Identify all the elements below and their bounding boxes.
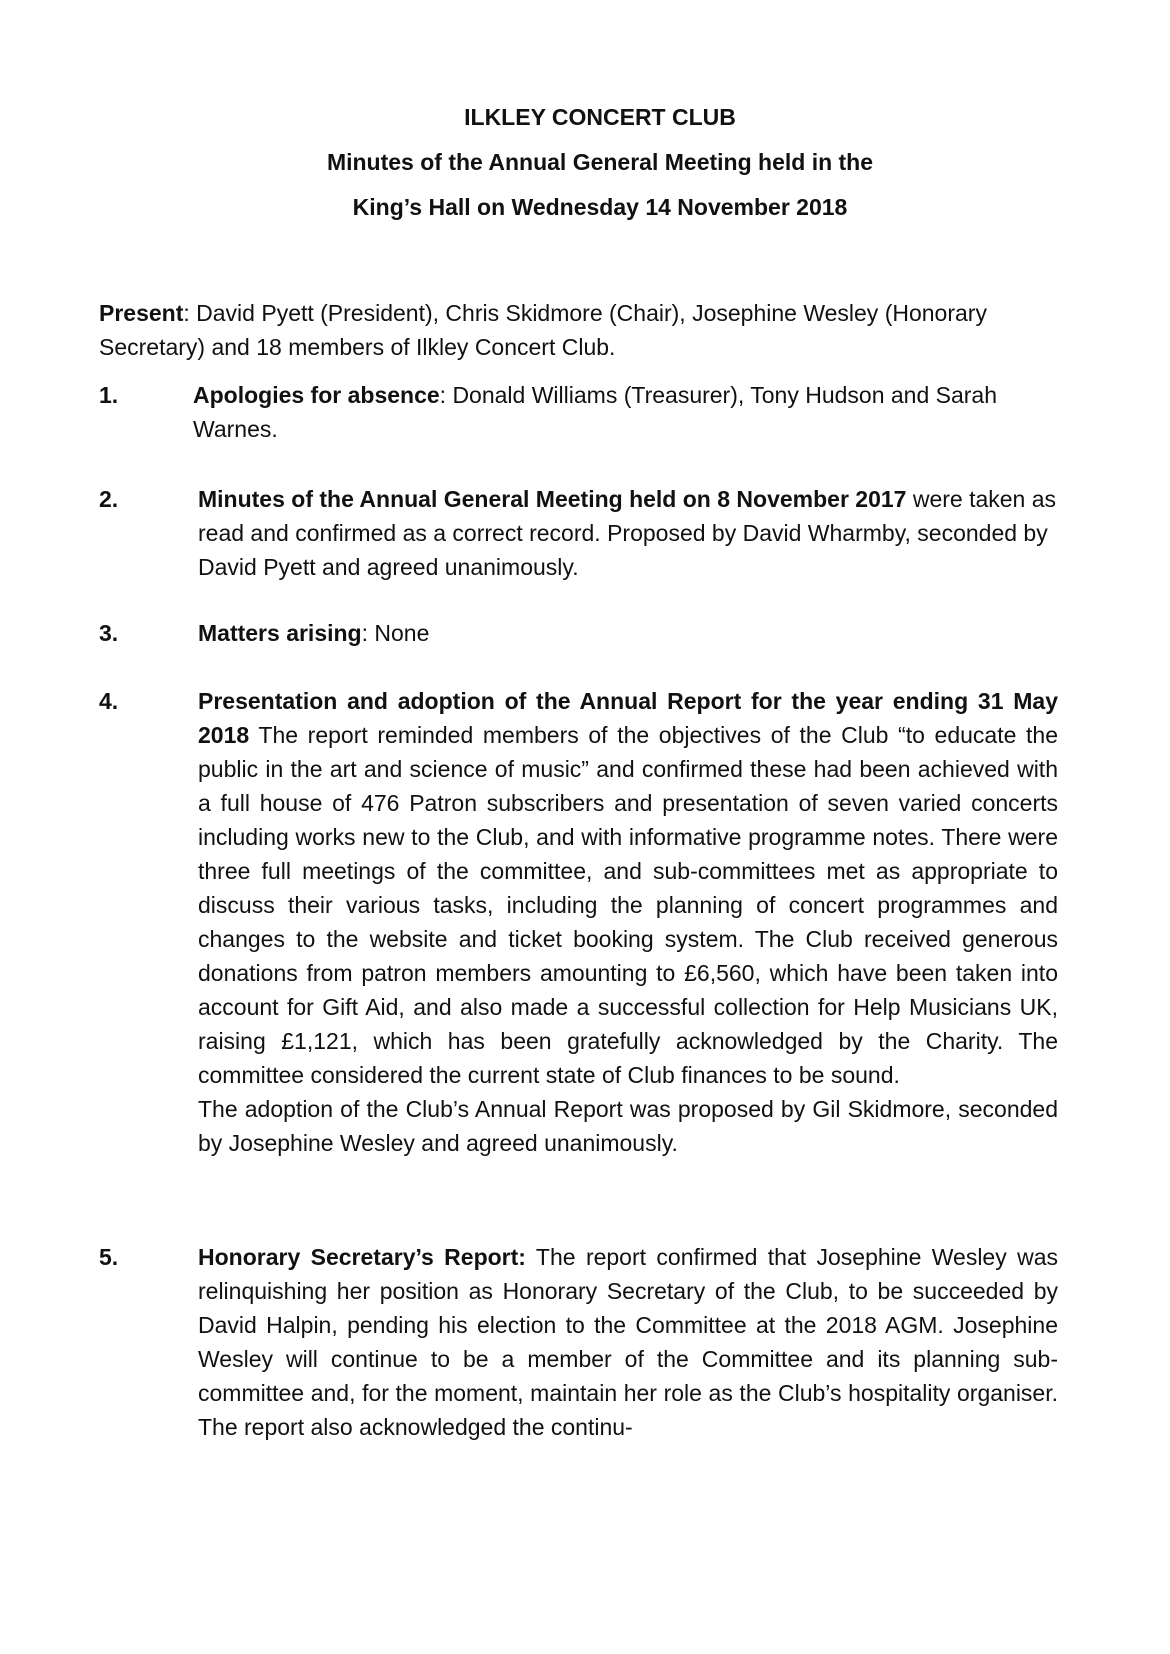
item-heading: Apologies for absence	[193, 382, 440, 408]
item-paragraph	[198, 684, 1058, 1092]
item-number: 3.	[99, 620, 119, 646]
organisation-title: ILKLEY CONCERT CLUB	[464, 104, 736, 130]
item-body	[198, 616, 1058, 650]
item-body	[198, 482, 1058, 584]
item-heading: Matters arising	[198, 620, 362, 646]
item-body	[198, 1240, 1058, 1444]
item-number: 4.	[99, 688, 119, 714]
item-heading: Minutes of the Annual General Meeting held on 8 November 2017	[198, 486, 907, 512]
item-number: 5.	[99, 1244, 119, 1270]
item-text: : None	[361, 620, 430, 646]
item-heading: Presentation and adoption of the Annual Report for the year ending 31 May 2018	[198, 688, 1058, 748]
meeting-venue-date: King’s Hall on Wednesday 14 November 2018	[352, 194, 848, 220]
item-text: : Donald Williams (Treasurer), Tony Hudson and Sarah Warnes.	[193, 382, 998, 442]
document-header	[0, 106, 1170, 241]
meeting-title: Minutes of the Annual General Meeting held in the	[326, 149, 874, 175]
item-heading: Honorary Secretary’s Report:	[198, 1244, 526, 1270]
item-paragraph-adoption: The adoption of the Club’s Annual Report was proposed by Gil Skidmore, seconded by Josephine Wesley and agreed unanimously.	[198, 1096, 1058, 1156]
attendance-paragraph	[99, 296, 1079, 364]
item-text: were taken as read and confirmed as a correct record. Proposed by David Wharmby, seconded by David Pyett and agreed unanimously.	[198, 486, 1057, 580]
item-number: 2.	[99, 486, 119, 512]
item-body	[193, 378, 1058, 446]
item-body	[198, 684, 1058, 1160]
item-text: The report confirmed that Josephine Wesley was relinquishing her position as Honorary Secretary of the Club, to be succeeded by David Halpin, pending his election to the Committee at the 2018 AGM. Josephine Wesley will continue to be a member of the Committee and its planning sub-committee and, for the moment, maintain her role as the Club’s hospitality organiser. The report also acknowledged the continu-	[198, 1244, 1059, 1440]
present-label: Present	[99, 300, 184, 326]
present-text: : David Pyett (President), Chris Skidmore (Chair), Josephine Wesley (Honorary Secretary) and 18 members of Ilkley Concert Club.	[99, 300, 987, 360]
item-text: The report reminded members of the objectives of the Club “to educate the public in the art and science of music” and confirmed these had been achieved with a full house of 476 Patron subscribers and presentation of seven varied concerts including works new to the Club, and with informative programme notes. There were three full meetings of the committee, and sub-committees met as appropriate to discuss their various tasks, including the planning of concert programmes and changes to the website and ticket booking system. The Club received generous donations from patron members amounting to £6,560, which have been taken into account for Gift Aid, and also made a successful collection for Help Musicians UK, raising £1,121, which has been gratefully acknowledged by the Charity. The committee considered the current state of Club finances to be sound.	[198, 722, 1058, 1088]
item-number: 1.	[99, 382, 119, 408]
